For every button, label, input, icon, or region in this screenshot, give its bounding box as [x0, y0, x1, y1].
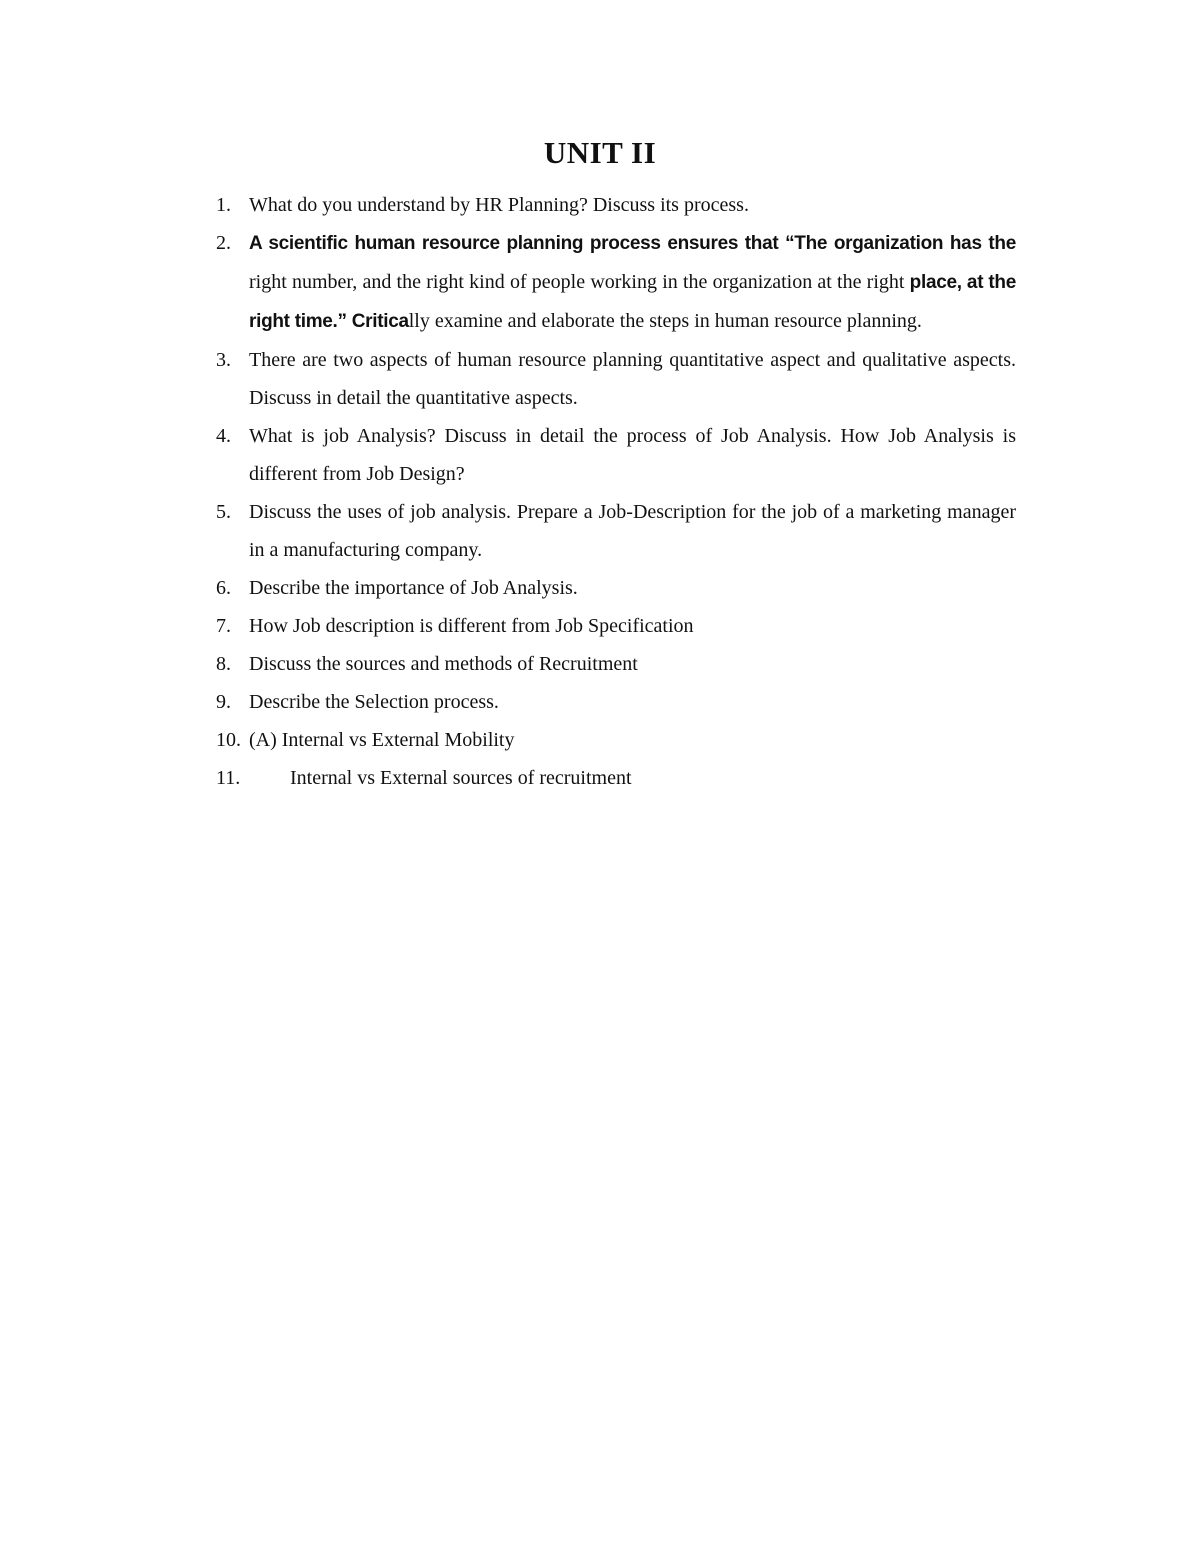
question-text: Internal vs External sources of recruitment: [290, 767, 632, 789]
emphasized-text: A scientific human resource planning process ensures that “The organization has the: [249, 233, 1016, 254]
question-number: 3.: [216, 349, 231, 371]
question-text: Discuss the uses of job analysis. Prepare a Job-Description for the job of a marketing manager in a manufacturing company.: [249, 501, 1016, 561]
question-item-5: [216, 493, 1016, 569]
question-item-4: [216, 417, 1016, 493]
question-number: 7.: [216, 615, 231, 637]
question-text: There are two aspects of human resource planning quantitative aspect and qualitative aspects. Discuss in detail the quantitative aspects.: [249, 349, 1016, 409]
question-text: Describe the importance of Job Analysis.: [249, 577, 578, 599]
question-item-10: [216, 721, 1016, 759]
question-item-3: [216, 341, 1016, 417]
question-number: 8.: [216, 653, 231, 675]
question-text: Describe the Selection process.: [249, 691, 499, 713]
question-number: 1.: [216, 194, 231, 216]
plain-text: right number, and the right kind of people working in the organization at the right: [249, 271, 905, 293]
question-item-9: [216, 683, 1016, 721]
question-text: What is job Analysis? Discuss in detail the process of Job Analysis. How Job Analysis is different from Job Design?: [249, 425, 1016, 485]
plain-text: lly examine and elaborate the steps in human resource planning.: [408, 310, 922, 332]
emphasized-text: place, at the right time.” Critica: [249, 272, 1016, 332]
question-item-11: [216, 759, 1016, 797]
question-number: 4.: [216, 425, 231, 447]
question-text: [249, 224, 1016, 341]
question-number: 2.: [216, 232, 231, 254]
question-number: 9.: [216, 691, 231, 713]
question-item-2: [216, 224, 1016, 341]
question-item-1: [216, 186, 1016, 224]
question-text: How Job description is different from Job Specification: [249, 615, 694, 637]
question-number: 5.: [216, 501, 231, 523]
question-text: What do you understand by HR Planning? Discuss its process.: [249, 194, 749, 216]
question-number: 6.: [216, 577, 231, 599]
question-number: 11.: [216, 767, 241, 789]
question-text: Discuss the sources and methods of Recruitment: [249, 653, 638, 675]
question-number: 10.: [216, 729, 241, 751]
page-title: UNIT II: [543, 135, 657, 170]
question-item-6: [216, 569, 1016, 607]
question-item-8: [216, 645, 1016, 683]
question-text: (A) Internal vs External Mobility: [249, 729, 515, 751]
question-list: [216, 186, 1016, 797]
question-item-7: [216, 607, 1016, 645]
